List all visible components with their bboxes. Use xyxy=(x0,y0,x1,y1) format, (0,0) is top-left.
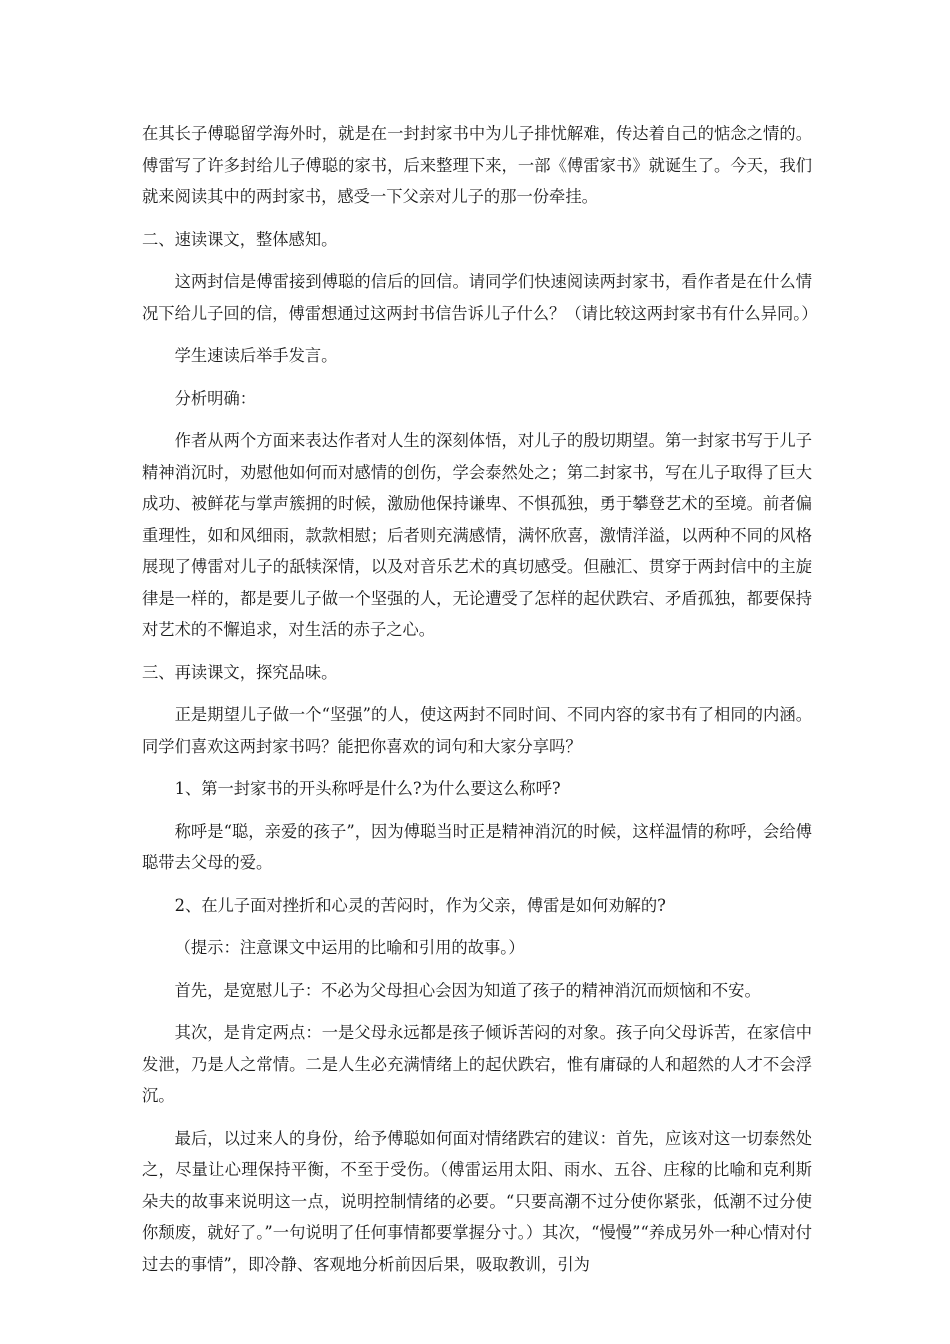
paragraph-reading-task: 这两封信是傅雷接到傅聪的信后的回信。请同学们快速阅读两封家书，看作者是在什么情况下给儿子回的信，傅雷想通过这两封书信告诉儿子什么？（请比较这两封家书有什么异同。） xyxy=(142,272,818,323)
paragraph-analysis: 作者从两个方面来表达作者对人生的深刻体悟，对儿子的殷切期望。第一封家书写于儿子精神消沉时，劝慰他如何而对感情的创伤，学会泰然处之；第二封家书，写在儿子取得了巨大成功、被鲜花与掌声簇拥的时候，激励他保持谦卑、不惧孤独，勇于攀登艺术的至境。前者偏重理性，如和风细雨，款款相慰；后者则充满感情，满怀欣喜，激情洋溢，以两种不同的风格展现了傅雷对儿子的舐犊深情，以及对音乐艺术的真切感受。但融汇、贯穿于两封信中的主旋律是一样的，都是要儿子做一个坚强的人，无论遭受了怎样的起伏跌宕、矛盾孤独，都要保持对艺术的不懈追求，对生活的赤子之心。 xyxy=(142,431,812,639)
section-heading-2: 二、速读课文，整体感知。 xyxy=(142,229,338,249)
answer-2-last: 最后，以过来人的身份，给予傅聪如何面对情绪跌宕的建议：首先，应该对这一切泰然处之，尽量让心理保持平衡，不至于受伤。（傅雷运用太阳、雨水、五谷、庄稼的比喻和克利斯朵夫的故事来说明这一点，说明控制情绪的必要。“只要高潮不过分使你紧张，低潮不过分使你颓废，就好了。”一句说明了任何事情都要掌握分寸。）其次，“慢慢”“养成另外一种心情对付过去的事情”，即冷静、客观地分析前因后果，吸取教训，引为 xyxy=(142,1128,812,1274)
paragraph-student-activity: 学生速读后举手发言。 xyxy=(174,346,338,365)
paragraph-intro: 在其长子傅聪留学海外时，就是在一封封家书中为儿子排忧解难，传达着自己的惦念之情的。傅雷写了许多封给儿子傅聪的家书，后来整理下来，一部《傅雷家书》就诞生了。今天，我们就来阅读其中的两封家书，感受一下父亲对儿子的那一份牵挂。 xyxy=(142,124,812,206)
answer-2-first: 首先，是宽慰儿子：不必为父母担心会因为知道了孩子的精神消沉而烦恼和不安。 xyxy=(174,980,761,1000)
section-heading-3: 三、再读课文，探究品味。 xyxy=(142,662,338,682)
question-2: 2、在儿子面对挫折和心灵的苦闷时，作为父亲，傅雷是如何劝解的? xyxy=(174,895,666,915)
paragraph-analysis-label: 分析明确： xyxy=(174,388,257,408)
hint-2: （提示：注意课文中运用的比喻和引用的故事。） xyxy=(174,938,525,957)
paragraph-section3-intro: 正是期望儿子做一个“坚强”的人，使这两封不同时间、不同内容的家书有了相同的内涵。同学们喜欢这两封家书吗？能把你喜欢的词句和大家分享吗？ xyxy=(142,705,812,756)
answer-1: 称呼是“聪，亲爱的孩子”，因为傅聪当时正是精神消沉的时候，这样温情的称呼，会给傅聪带去父母的爱。 xyxy=(142,821,812,872)
question-1: 1、第一封家书的开头称呼是什么?为什么要这么称呼? xyxy=(174,779,561,798)
document-page xyxy=(142,118,818,1291)
answer-2-second: 其次，是肯定两点：一是父母永远都是孩子倾诉苦闷的对象。孩子向父母诉苦，在家信中发泄，乃是人之常情。二是人生必充满情绪上的起伏跌宕，惟有庸碌的人和超然的人才不会浮沉。 xyxy=(142,1023,812,1105)
